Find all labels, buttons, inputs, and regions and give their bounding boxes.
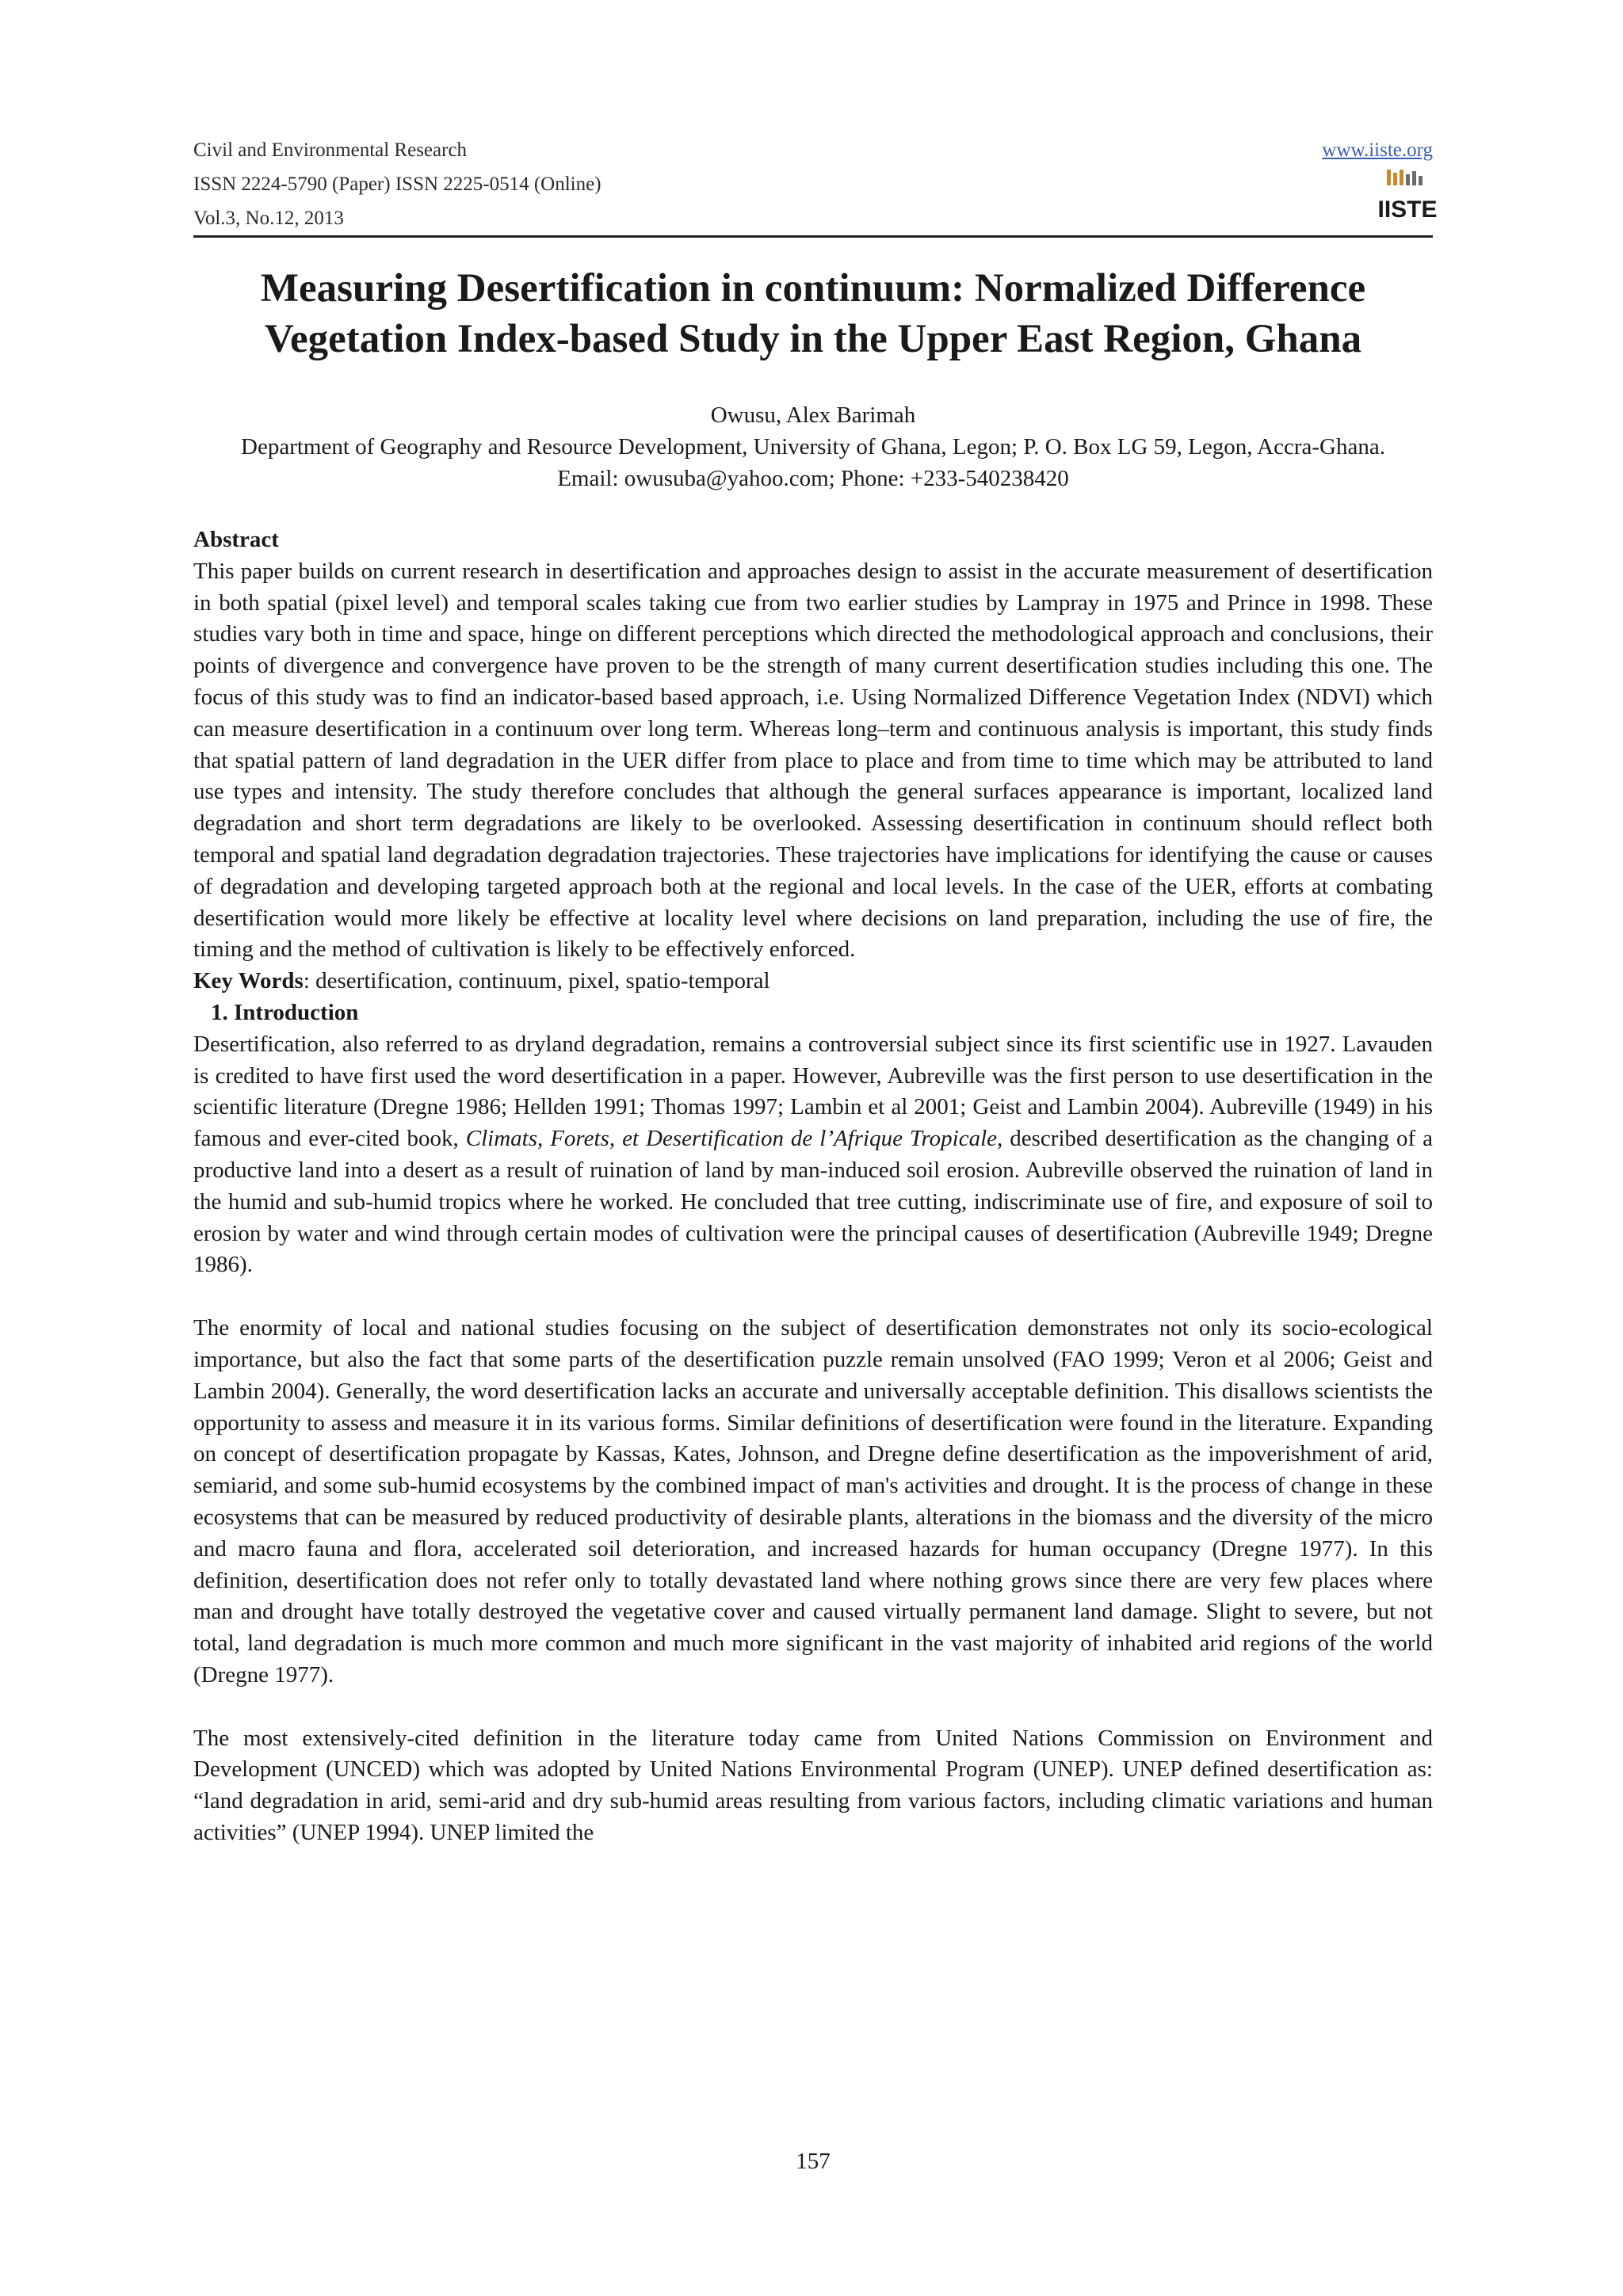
author-name: Owusu, Alex Barimah <box>710 402 916 428</box>
keywords-list: : desertification, continuum, pixel, spatio-temporal <box>303 968 770 994</box>
author-affiliation: Department of Geography and Resource Development, University of Ghana, Legon; P. O. Box LG 59, Legon, Accra-Ghana. <box>241 434 1385 460</box>
section-heading-introduction: 1. Introduction <box>211 999 359 1025</box>
paper-body <box>193 524 1433 1849</box>
journal-name: Civil and Environmental Research <box>193 139 468 161</box>
intro-paragraph-3: The most extensively-cited definition in the literature today came from United Nations Commission on Environment and Development (UNCED) which was adopted by United Nations Environmental Program (UNEP). UNEP defined desertification as: “land degradation in arid, semi-arid and dry sub-humid areas resulting from various factors, including climatic variations and human activities” (UNEP 1994). UNEP limited the <box>193 1725 1433 1846</box>
page-number: 157 <box>796 2149 831 2174</box>
paper-title: Measuring Desertification in continuum: Normalized Difference Vegetation Index-based Study in the Upper East Region, Ghana <box>260 266 1366 361</box>
author-contact: Email: owusuba@yahoo.com; Phone: +233-540238420 <box>557 466 1069 491</box>
paper-page <box>193 0 1438 2296</box>
keywords-label: Key Words <box>193 968 304 994</box>
book-title: Climats, Forets, et Desertification de l’Afrique Tropicale <box>465 1126 998 1152</box>
intro-paragraph-2: The enormity of local and national studies focusing on the subject of desertification demonstrates not only its socio-ecological importance, but also the fact that some parts of the desertification puzzle remain unsolved (FAO 1999; Veron et al 2006; Geist and Lambin 2004). Generally, the word desertification lacks an accurate and universally acceptable definition. This disallows scientists the opportunity to assess and measure it in its various forms. Similar definitions of desertification were found in the literature. Expanding on concept of desertification propagate by Kassas, Kates, Johnson, and Dregne define desertification as the impoverishment of arid, semiarid, and some sub-humid ecosystems by the combined impact of man's activities and drought. It is the process of change in these ecosystems that can be measured by reduced productivity of desirable plants, alterations in the biomass and the diversity of the micro and macro fauna and flora, accelerated soil deterioration, and increased hazards for human occupancy (Dregne 1977). In this definition, desertification does not refer only to totally devastated land where nothing grows since there are very few places where man and drought have totally destroyed the vegetative cover and caused virtually permanent land damage. Slight to severe, but not total, land degradation is much more common and much more significant in the vast majority of inhabited arid regions of the world (Dregne 1977). <box>193 1315 1433 1688</box>
issn-line: ISSN 2224-5790 (Paper) ISSN 2225-0514 (Online) <box>193 174 601 195</box>
abstract-text: This paper builds on current research in desertification and approaches design to assist in the accurate measurement of desertification in both spatial (pixel level) and temporal scales taking cue from two earlier studies by Lampray in 1975 and Prince in 1998. These studies vary both in time and space, hinge on different perceptions which directed the methodological approach and conclusions, their points of divergence and convergence have proven to be the strength of many current desertification studies including this one. The focus of this study was to find an indicator-based based approach, i.e. Using Normalized Difference Vegetation Index (NDVI) which can measure desertification in a continuum over long term. Whereas long–term and continuous analysis is important, this study finds that spatial pattern of land degradation in the UER differ from place to place and from time to time which may be attributed to land use types and intensity. The study therefore concludes that although the general surfaces appearance is important, localized land degradation and short term degradations are likely to be overlooked. Assessing desertification in continuum should reflect both temporal and spatial land degradation degradation trajectories. These trajectories have implications for identifying the cause or causes of degradation and developing targeted approach both at the regional and local levels. In the case of the UER, efforts at combating desertification would more likely be effective at locality level where decisions on land preparation, including the use of fire, the timing and the method of cultivation is likely to be effectively enforced. <box>193 558 1433 963</box>
iiste-logo-icon <box>1377 168 1438 225</box>
intro-paragraph-1: Desertification, also referred to as dryland degradation, remains a controversial subject since its first scientific use in 1927. Lavauden is credited to have first used the word desertification in a paper. However, Aubreville was the first person to use desertification in the scientific literature (Dregne 1986; Hellden 1991; Thomas 1997; Lambin et al 2001; Geist and Lambin 2004). Aubreville (1949) in his famous and ever-cited book, Climats, Forets, et Desertification de l’Afrique Tropicale, described desertification as the changing of a productive land into a desert as a result of ruination of land by man-induced soil erosion. Aubreville observed the ruination of land in the humid and sub-humid tropics where he worked. He concluded that tree cutting, indiscriminate use of fire, and exposure of soil to erosion by water and wind through certain modes of cultivation were the principal causes of desertification (Aubreville 1949; Dregne 1986). <box>193 1031 1434 1278</box>
abstract-heading: Abstract <box>193 527 279 552</box>
volume-line: Vol.3, No.12, 2013 <box>193 208 344 229</box>
journal-header <box>193 133 1433 235</box>
header-divider <box>193 235 1433 238</box>
journal-url-link[interactable]: www.iiste.org <box>1322 139 1433 161</box>
svg-text:IISTE: IISTE <box>1377 196 1438 223</box>
keywords-line <box>193 966 1433 997</box>
author-block <box>193 399 1433 494</box>
